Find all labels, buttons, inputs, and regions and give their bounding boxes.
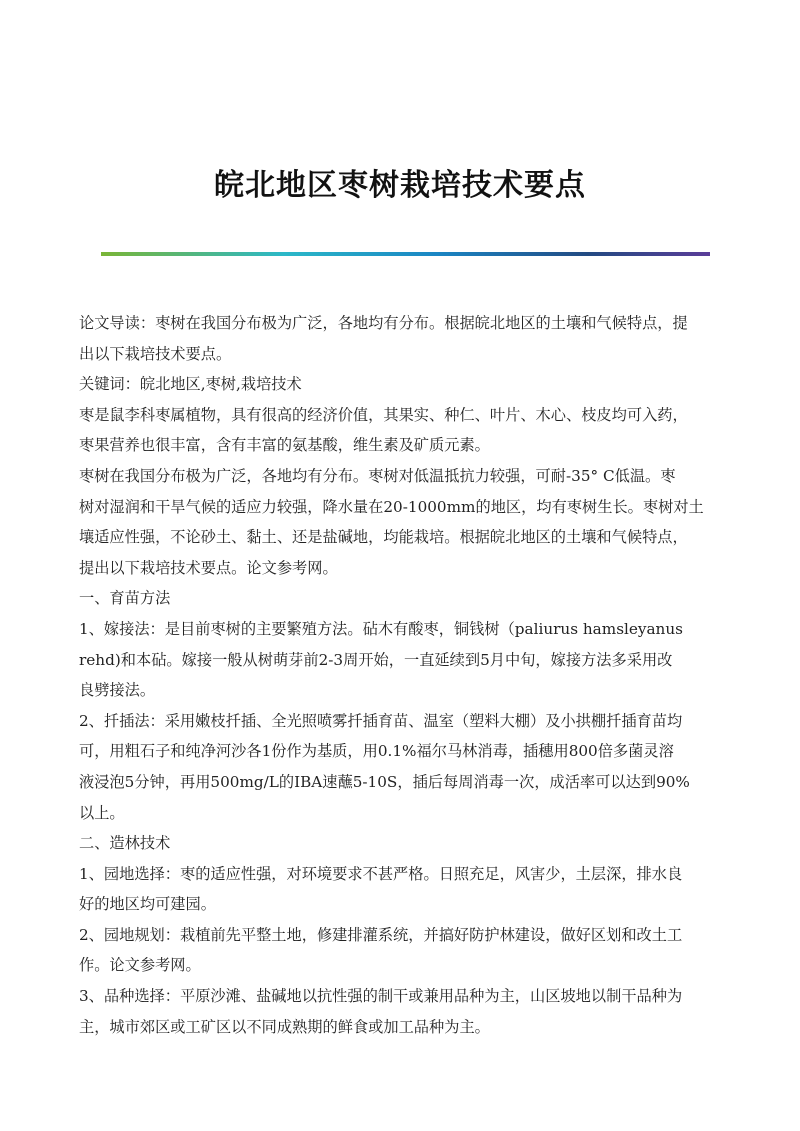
text-line: 作。论文参考网。: [79, 956, 201, 975]
document-body: [79, 308, 724, 1042]
text-line: 二、造林技术: [79, 834, 171, 853]
text-line: 论文导读：枣树在我国分布极为广泛，各地均有分布。根据皖北地区的土壤和气候特点，提: [79, 314, 688, 332]
text-line: 枣是鼠李科枣属植物，具有很高的经济价值，其果实、种仁、叶片、木心、枝皮均可入药，: [79, 405, 688, 424]
text-line: 关键词：皖北地区,枣树,栽培技术: [79, 375, 302, 394]
text-line: 以上。: [79, 803, 125, 822]
text-line: rehd)和本砧。嫁接一般从树萌芽前2-3周开始，一直延续到5月中旬，嫁接方法多采用改: [79, 650, 673, 669]
text-line: 出以下栽培技术要点。: [79, 344, 232, 363]
text-line: 提出以下栽培技术要点。论文参考网。: [79, 558, 338, 577]
text-line: 2、园地规划：栽植前先平整土地，修建排灌系统，并搞好防护林建设，做好区划和改土工: [79, 925, 683, 944]
text-line: 1、园地选择：枣的适应性强，对环境要求不甚严格。日照充足，风害少，土层深，排水良: [79, 864, 683, 883]
text-line: 可，用粗石子和纯净河沙各1份作为基质，用0.1%福尔马林消毒，插穗用800倍多菌灵溶: [79, 742, 674, 761]
text-line: 3、品种选择：平原沙滩、盐碱地以抗性强的制干或兼用品种为主，山区坡地以制干品种为: [79, 987, 683, 1006]
text-line: 枣果营养也很丰富，含有丰富的氨基酸，维生素及矿质元素。: [79, 436, 490, 455]
text-line: 树对湿润和干旱气候的适应力较强，降水量在20-1000mm的地区，均有枣树生长。枣树对土: [79, 497, 704, 516]
text-line: 1、嫁接法：是目前枣树的主要繁殖方法。砧木有酸枣，铜钱树（paliurus hamsleyanus: [79, 619, 683, 638]
text-line: 2、扦插法：采用嫩枝扦插、全光照喷雾扦插育苗、温室（塑料大棚）及小拱棚扦插育苗均: [79, 711, 683, 730]
text-line: 好的地区均可建园。: [79, 895, 216, 914]
text-line: 主，城市郊区或工矿区以不同成熟期的鲜食或加工品种为主。: [79, 1017, 490, 1036]
gradient-divider: [101, 252, 710, 256]
text-line: 枣树在我国分布极为广泛，各地均有分布。枣树对低温抵抗力较强，可耐-35° C低温。枣: [79, 466, 676, 485]
text-line: 壤适应性强，不论砂土、黏土、还是盐碱地，均能栽培。根据皖北地区的土壤和气候特点，: [79, 528, 688, 547]
text-line: 一、育苗方法: [79, 589, 171, 608]
text-line: 良劈接法。: [79, 681, 156, 700]
text-line: 液浸泡5分钟，再用500mg/L的IBA速蘸5-10S，插后每周消毒一次，成活率可以达到90%: [79, 772, 690, 791]
document-title: 皖北地区枣树栽培技术要点: [214, 168, 586, 203]
